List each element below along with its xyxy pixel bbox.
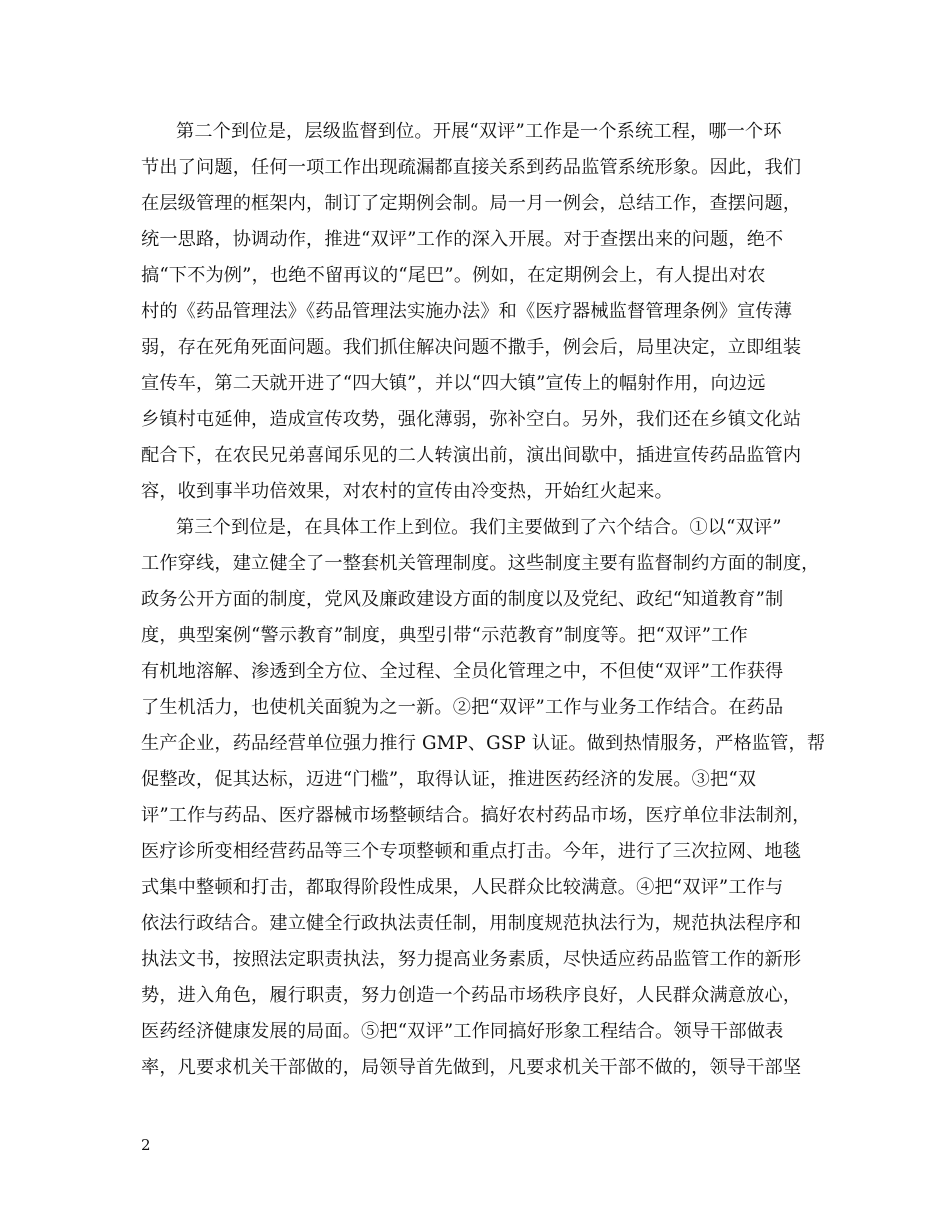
paragraph-line: 医疗诊所变相经营药品等三个专项整顿和重点打击。今年，进行了三次拉网、地毯 [141,841,802,862]
paragraph-line: 率，凡要求机关干部做的，局领导首先做到，凡要求机关干部不做的，领导干部坚 [141,1057,802,1078]
paragraph-line: 了生机活力，也使机关面貌为之一新。②把“双评”工作与业务工作结合。在药品 [141,697,784,718]
paragraph-line: 第二个到位是，层级监督到位。开展“双评”工作是一个系统工程，哪一个环 [176,121,782,142]
paragraph-line: 搞“下不为例”，也绝不留再议的“尾巴”。例如，在定期例会上，有人提出对农 [141,265,766,286]
paragraph-line: 容，收到事半功倍效果，对农村的宣传由冷变热，开始红火起来。 [141,481,673,502]
paragraph-line: 生产企业，药品经营单位强力推行 GMP、GSP 认证。做到热情服务，严格监管，帮 [141,733,826,754]
paragraph-line: 评”工作与药品、医疗器械市场整顿结合。搞好农村药品市场，医疗单位非法制剂， [141,805,811,826]
paragraph-line: 政务公开方面的制度，党风及廉政建设方面的制度以及党纪、政纪“知道教育”制 [141,589,784,610]
paragraph-line: 节出了问题，任何一项工作出现疏漏都直接关系到药品监管系统形象。因此，我们 [141,157,802,178]
paragraph-line: 第三个到位是，在具体工作上到位。我们主要做到了六个结合。①以“双评” [176,517,782,538]
paragraph-line: 弱，存在死角死面问题。我们抓住解决问题不撒手，例会后，局里决定，立即组装 [141,337,802,358]
paragraph-line: 宣传车，第二天就开进了“四大镇”，并以“四大镇”宣传上的幅射作用，向边远 [141,373,766,394]
paragraph-line: 促整改，促其达标，迈进“门槛”，取得认证，推进医药经济的发展。③把“双 [141,769,757,790]
paragraph-line: 依法行政结合。建立健全行政执法责任制，用制度规范执法行为，规范执法程序和 [141,913,802,934]
paragraph-line: 有机地溶解、渗透到全方位、全过程、全员化管理之中，不但使“双评”工作获得 [141,661,784,682]
paragraph-line: 乡镇村屯延伸，造成宣传攻势，强化薄弱，弥补空白。另外，我们还在乡镇文化站 [141,409,802,430]
paragraph-line: 在层级管理的框架内，制订了定期例会制。局一月一例会，总结工作，查摆问题， [141,193,802,214]
page-number: 2 [141,1136,151,1154]
paragraph-line: 村的《药品管理法》《药品管理法实施办法》和《医疗器械监督管理条例》宣传薄 [141,301,793,322]
paragraph-line: 势，进入角色，履行职责，努力创造一个药品市场秩序良好，人民群众满意放心， [141,985,802,1006]
paragraph-line: 统一思路，协调动作，推进“双评”工作的深入开展。对于查摆出来的问题，绝不 [141,229,784,250]
paragraph-line: 式集中整顿和打击，都取得阶段性成果，人民群众比较满意。④把“双评”工作与 [141,877,784,898]
paragraph-line: 工作穿线，建立健全了一整套机关管理制度。这些制度主要有监督制约方面的制度， [141,553,820,574]
paragraph-line: 配合下，在农民兄弟喜闻乐见的二人转演出前，演出间歇中，插进宣传药品监管内 [141,445,802,466]
paragraph-line: 度，典型案例“警示教育”制度，典型引带“示范教育”制度等。把“双评”工作 [141,625,748,646]
paragraph-line: 执法文书，按照法定职责执法，努力提高业务素质，尽快适应药品监管工作的新形 [141,949,802,970]
paragraph-line: 医药经济健康发展的局面。⑤把“双评”工作同搞好形象工程结合。领导干部做表 [141,1021,784,1042]
